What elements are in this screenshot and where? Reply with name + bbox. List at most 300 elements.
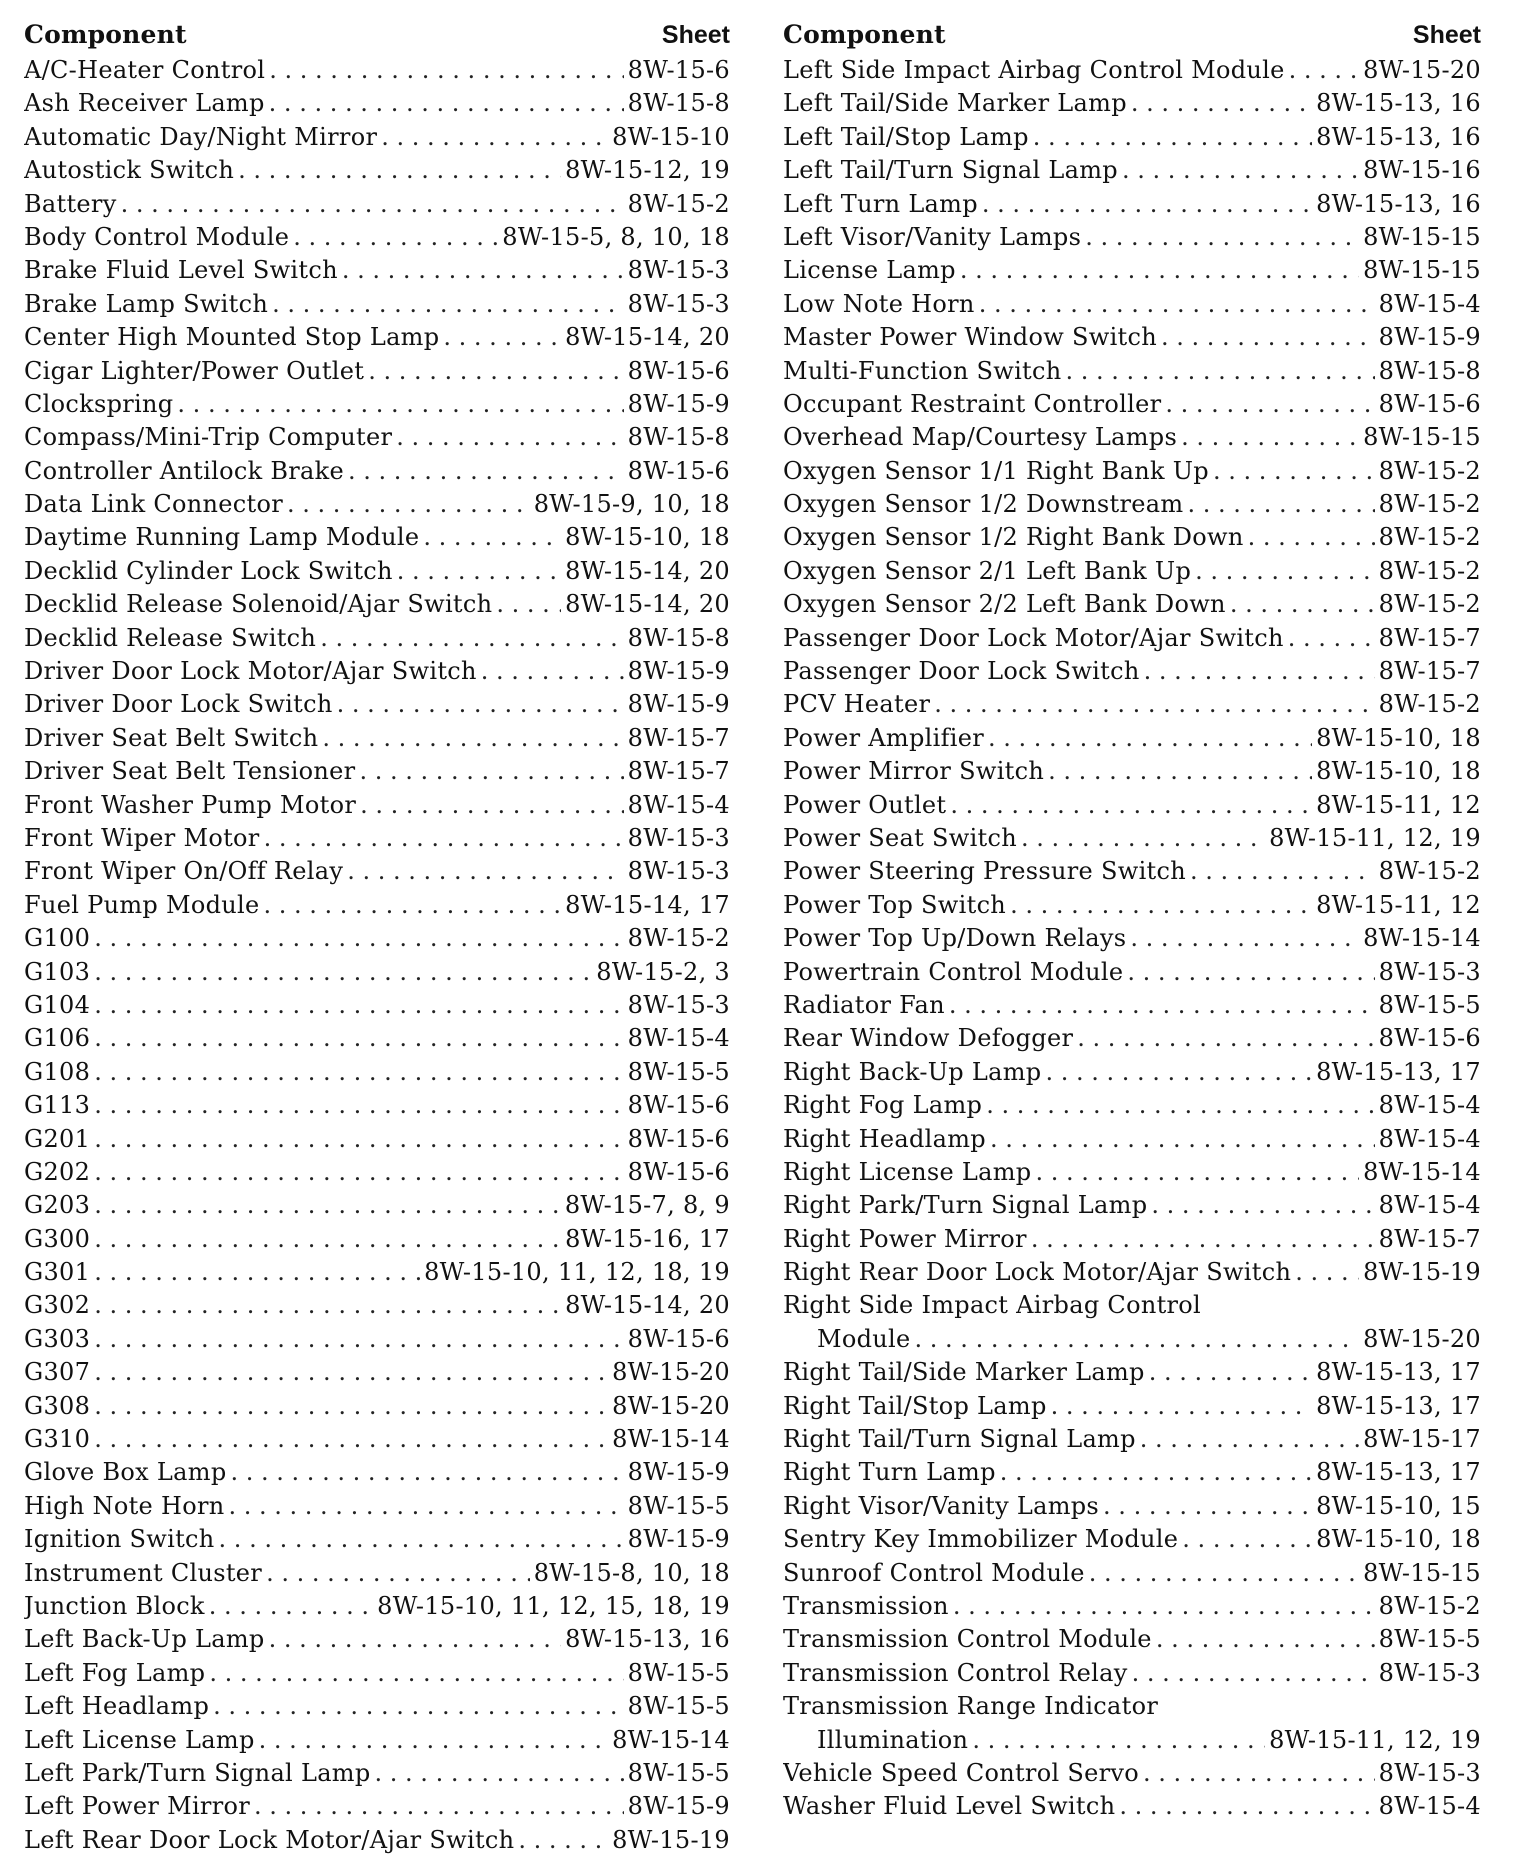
sheet-reference: 8W-15-7 xyxy=(1378,1224,1481,1253)
sheet-reference: 8W-15-13, 17 xyxy=(1316,1391,1481,1420)
component-name: G203 xyxy=(24,1191,91,1220)
component-name: Passenger Door Lock Switch xyxy=(783,657,1140,686)
dot-leader xyxy=(264,889,562,922)
sheet-reference: 8W-15-9 xyxy=(627,1792,730,1821)
component-name: Center High Mounted Stop Lamp xyxy=(24,323,440,352)
component-entry xyxy=(24,922,730,955)
component-entry xyxy=(783,889,1481,922)
component-entry xyxy=(783,1056,1481,1089)
component-list xyxy=(783,54,1481,1824)
sheet-reference: 8W-15-11, 12, 19 xyxy=(1269,1725,1481,1754)
component-heading: Component xyxy=(783,20,946,49)
dot-leader xyxy=(209,1657,623,1690)
component-name: Fuel Pump Module xyxy=(24,890,260,919)
sheet-heading: Sheet xyxy=(1412,21,1481,49)
sheet-reference: 8W-15-15 xyxy=(1363,423,1481,452)
sheet-reference: 8W-15-19 xyxy=(1363,1258,1481,1287)
sheet-reference: 8W-15-2 xyxy=(1378,857,1481,886)
sheet-reference: 8W-15-4 xyxy=(1378,1124,1481,1153)
sheet-reference: 8W-15-20 xyxy=(612,1358,730,1387)
component-name: Powertrain Control Module xyxy=(783,957,1124,986)
component-name: G103 xyxy=(24,957,91,986)
component-name: Oxygen Sensor 2/1 Left Bank Up xyxy=(783,556,1192,585)
dot-leader xyxy=(1127,956,1374,989)
component-name: PCV Heater xyxy=(783,690,931,719)
dot-leader xyxy=(1181,421,1359,454)
dot-leader xyxy=(1195,555,1375,588)
sheet-reference: 8W-15-9 xyxy=(627,389,730,418)
dot-leader xyxy=(1103,1490,1312,1523)
component-entry xyxy=(783,1456,1481,1489)
component-name: Left Park/Turn Signal Lamp xyxy=(24,1758,371,1787)
sheet-reference: 8W-15-6 xyxy=(627,1091,730,1120)
dot-leader xyxy=(121,188,624,221)
sheet-reference: 8W-15-2 xyxy=(1378,490,1481,519)
component-entry xyxy=(24,1657,730,1690)
dot-leader xyxy=(1051,1390,1312,1423)
dot-leader xyxy=(322,722,623,755)
sheet-reference: 8W-15-8 xyxy=(627,89,730,118)
dot-leader xyxy=(988,722,1312,755)
sheet-reference: 8W-15-10, 18 xyxy=(1316,723,1481,752)
sheet-reference: 8W-15-2 xyxy=(1378,456,1481,485)
component-name: Transmission Control Relay xyxy=(783,1658,1128,1687)
dot-leader xyxy=(94,1123,623,1156)
component-name: Decklid Release Solenoid/Ajar Switch xyxy=(24,590,493,619)
component-entry xyxy=(783,1523,1481,1556)
component-entry xyxy=(783,722,1481,755)
component-entry xyxy=(783,956,1481,989)
sheet-reference: 8W-15-7 xyxy=(627,757,730,786)
dot-leader xyxy=(1144,655,1375,688)
component-entry xyxy=(24,1056,730,1089)
component-entry xyxy=(24,388,730,421)
dot-leader xyxy=(1033,121,1312,154)
component-entry xyxy=(24,1156,730,1189)
sheet-reference: 8W-15-14 xyxy=(612,1425,730,1454)
component-entry xyxy=(783,1156,1481,1189)
component-entry xyxy=(24,1289,730,1322)
component-heading: Component xyxy=(24,20,187,49)
sheet-reference: 8W-15-6 xyxy=(627,1124,730,1153)
dot-leader xyxy=(950,789,1312,822)
component-name: Clockspring xyxy=(24,389,174,418)
component-entry xyxy=(783,1223,1481,1256)
component-name: Controller Antilock Brake xyxy=(24,456,345,485)
component-entry xyxy=(24,87,730,120)
component-entry xyxy=(783,288,1481,321)
dot-leader xyxy=(337,688,624,721)
sheet-reference: 8W-15-5 xyxy=(1378,1625,1481,1654)
sheet-reference: 8W-15-16 xyxy=(1363,156,1481,185)
dot-leader xyxy=(1143,1757,1375,1790)
dot-leader xyxy=(287,488,530,521)
sheet-reference: 8W-15-13, 17 xyxy=(1316,1458,1481,1487)
component-name: Power Mirror Switch xyxy=(783,757,1045,786)
sheet-reference: 8W-15-4 xyxy=(627,1024,730,1053)
dot-leader xyxy=(231,1456,624,1489)
component-entry xyxy=(783,1189,1481,1222)
component-entry xyxy=(24,1757,730,1790)
component-name: Left Power Mirror xyxy=(24,1792,250,1821)
component-name: Left Back-Up Lamp xyxy=(24,1625,265,1654)
dot-leader xyxy=(94,956,592,989)
component-entry xyxy=(783,421,1481,454)
component-name: Left Turn Lamp xyxy=(783,189,978,218)
dot-leader xyxy=(1066,355,1375,388)
dot-leader xyxy=(269,54,623,87)
component-name: Module xyxy=(817,1324,911,1353)
component-entry xyxy=(783,221,1481,254)
component-entry xyxy=(783,922,1481,955)
dot-leader xyxy=(1161,321,1375,354)
component-entry xyxy=(24,1790,730,1823)
component-name: Right Headlamp xyxy=(783,1124,986,1153)
sheet-reference: 8W-15-15 xyxy=(1363,256,1481,285)
component-entry xyxy=(783,555,1481,588)
component-entry xyxy=(24,855,730,888)
dot-leader xyxy=(481,655,624,688)
component-name: Left Visor/Vanity Lamps xyxy=(783,222,1082,251)
component-name: Left Headlamp xyxy=(24,1692,210,1721)
component-entry xyxy=(783,655,1481,688)
component-name: Power Seat Switch xyxy=(783,823,1018,852)
component-entry xyxy=(24,254,730,287)
sheet-reference: 8W-15-3 xyxy=(627,289,730,318)
component-entry xyxy=(783,388,1481,421)
component-name: Front Washer Pump Motor xyxy=(24,790,357,819)
sheet-reference: 8W-15-3 xyxy=(627,823,730,852)
component-name: Low Note Horn xyxy=(783,289,975,318)
sheet-reference: 8W-15-13, 16 xyxy=(1316,89,1481,118)
component-entry xyxy=(24,822,730,855)
sheet-reference: 8W-15-8, 10, 18 xyxy=(533,1558,730,1587)
sheet-reference: 8W-15-4 xyxy=(1378,1792,1481,1821)
component-entry xyxy=(24,455,730,488)
sheet-reference: 8W-15-10, 11, 12, 15, 18, 19 xyxy=(377,1591,730,1620)
component-entry xyxy=(24,722,730,755)
dot-leader xyxy=(1151,1189,1374,1222)
component-name: Data Link Connector xyxy=(24,490,284,519)
component-entry xyxy=(783,989,1481,1022)
component-name: Passenger Door Lock Motor/Ajar Switch xyxy=(783,623,1284,652)
dot-leader xyxy=(360,789,624,822)
component-name: Ignition Switch xyxy=(24,1525,215,1554)
component-name: Right Visor/Vanity Lamps xyxy=(783,1491,1100,1520)
component-entry xyxy=(783,488,1481,521)
dot-leader xyxy=(375,1757,624,1790)
sheet-reference: 8W-15-6 xyxy=(1378,1024,1481,1053)
component-entry xyxy=(783,1790,1481,1823)
dot-leader xyxy=(1045,1056,1312,1089)
component-name: G300 xyxy=(24,1224,91,1253)
dot-leader xyxy=(1000,1456,1312,1489)
component-entry xyxy=(24,1690,730,1723)
dot-leader xyxy=(1187,488,1374,521)
component-entry xyxy=(24,956,730,989)
sheet-reference: 8W-15-13, 16 xyxy=(1316,122,1481,151)
component-entry xyxy=(24,355,730,388)
dot-leader xyxy=(1213,455,1375,488)
dot-leader xyxy=(1165,388,1374,421)
sheet-reference: 8W-15-16, 17 xyxy=(565,1224,730,1253)
sheet-reference: 8W-15-10, 18 xyxy=(1316,757,1481,786)
component-entry xyxy=(24,1456,730,1489)
dot-leader xyxy=(1119,1790,1374,1823)
component-entry xyxy=(24,1356,730,1389)
component-entry xyxy=(783,521,1481,554)
sheet-reference: 8W-15-9 xyxy=(627,690,730,719)
component-name: Power Amplifier xyxy=(783,723,985,752)
component-list xyxy=(24,54,730,1857)
sheet-reference: 8W-15-13, 17 xyxy=(1316,1057,1481,1086)
component-entry xyxy=(783,1557,1481,1590)
component-name: Right Tail/Side Marker Lamp xyxy=(783,1358,1145,1387)
column-header xyxy=(24,20,730,54)
dot-leader xyxy=(94,1089,623,1122)
sheet-reference: 8W-15-20 xyxy=(612,1391,730,1420)
dot-leader xyxy=(264,822,624,855)
sheet-reference: 8W-15-9 xyxy=(627,1458,730,1487)
sheet-reference: 8W-15-2 xyxy=(1378,590,1481,619)
dot-leader xyxy=(293,221,498,254)
component-entry xyxy=(24,1123,730,1156)
component-name: Multi-Function Switch xyxy=(783,356,1062,385)
sheet-reference: 8W-15-5 xyxy=(627,1057,730,1086)
dot-leader xyxy=(1295,1256,1359,1289)
dot-leader xyxy=(94,989,623,1022)
component-name: Right Fog Lamp xyxy=(783,1091,983,1120)
sheet-reference: 8W-15-6 xyxy=(627,1157,730,1186)
sheet-reference: 8W-15-19 xyxy=(612,1825,730,1854)
component-name: Left Fog Lamp xyxy=(24,1658,206,1687)
component-entry xyxy=(24,1189,730,1222)
component-name: Left Side Impact Airbag Control Module xyxy=(783,56,1285,84)
dot-leader xyxy=(518,1824,608,1857)
component-column-right xyxy=(783,20,1481,1824)
dot-leader xyxy=(443,321,561,354)
sheet-reference: 8W-15-3 xyxy=(627,857,730,886)
dot-leader xyxy=(213,1690,624,1723)
component-name: Left Tail/Side Marker Lamp xyxy=(783,89,1127,118)
dot-leader xyxy=(342,254,624,287)
component-entry xyxy=(783,1123,1481,1156)
component-name: Junction Block xyxy=(24,1591,205,1620)
sheet-reference: 8W-15-2 xyxy=(1378,690,1481,719)
sheet-reference: 8W-15-5 xyxy=(627,1658,730,1687)
component-entry xyxy=(783,688,1481,721)
component-name: Oxygen Sensor 1/1 Right Bank Up xyxy=(783,456,1209,485)
dot-leader xyxy=(1131,87,1312,120)
component-entry xyxy=(783,1089,1481,1122)
sheet-reference: 8W-15-14, 20 xyxy=(565,323,730,352)
component-name: Illumination xyxy=(817,1725,969,1754)
dot-leader xyxy=(1031,1223,1375,1256)
sheet-reference: 8W-15-14, 20 xyxy=(565,590,730,619)
dot-leader xyxy=(1289,54,1359,87)
dot-leader xyxy=(1182,1523,1312,1556)
sheet-reference: 8W-15-17 xyxy=(1363,1425,1481,1454)
component-entry xyxy=(24,121,730,154)
component-entry xyxy=(24,588,730,621)
sheet-reference: 8W-15-6 xyxy=(627,356,730,385)
component-entry xyxy=(24,655,730,688)
dot-leader xyxy=(254,1790,624,1823)
dot-leader xyxy=(1010,889,1312,922)
component-entry xyxy=(24,1824,730,1857)
dot-leader xyxy=(986,1089,1374,1122)
dot-leader xyxy=(368,355,623,388)
dot-leader xyxy=(94,1223,561,1256)
sheet-reference: 8W-15-14 xyxy=(612,1725,730,1754)
sheet-reference: 8W-15-11, 12 xyxy=(1316,890,1481,919)
component-entry xyxy=(783,1657,1481,1690)
dot-leader xyxy=(269,87,624,120)
component-entry xyxy=(24,288,730,321)
component-name: Glove Box Lamp xyxy=(24,1458,227,1487)
sheet-reference: 8W-15-14 xyxy=(1363,1157,1481,1186)
component-entry xyxy=(783,1757,1481,1790)
dot-leader xyxy=(272,288,624,321)
sheet-reference: 8W-15-7, 8, 9 xyxy=(564,1191,730,1220)
component-entry xyxy=(783,87,1481,120)
dot-leader xyxy=(1089,1557,1359,1590)
dot-leader xyxy=(238,154,561,187)
component-entry xyxy=(24,1490,730,1523)
sheet-reference: 8W-15-14 xyxy=(1363,924,1481,953)
component-name: Right Tail/Stop Lamp xyxy=(783,1391,1047,1420)
component-name: G307 xyxy=(24,1358,91,1387)
sheet-reference: 8W-15-3 xyxy=(1378,957,1481,986)
dot-leader xyxy=(1190,855,1375,888)
dot-leader xyxy=(94,1022,623,1055)
dot-leader xyxy=(1048,755,1312,788)
component-name: G100 xyxy=(24,924,91,953)
component-entry xyxy=(783,1724,1481,1757)
component-name: License Lamp xyxy=(783,256,956,285)
component-name: Power Top Switch xyxy=(783,890,1007,919)
dot-leader xyxy=(1149,1356,1312,1389)
dot-leader xyxy=(915,1323,1360,1356)
component-entry xyxy=(783,54,1481,87)
dot-leader xyxy=(177,388,623,421)
component-name: G308 xyxy=(24,1391,91,1420)
dot-leader xyxy=(94,1390,608,1423)
dot-leader xyxy=(94,1056,623,1089)
sheet-reference: 8W-15-8 xyxy=(627,423,730,452)
component-name: Driver Door Lock Switch xyxy=(24,690,333,719)
sheet-reference: 8W-15-7 xyxy=(1378,657,1481,686)
component-entry xyxy=(783,1289,1481,1322)
component-entry xyxy=(24,1523,730,1556)
dot-leader xyxy=(348,455,624,488)
component-entry xyxy=(24,1089,730,1122)
component-name: Master Power Window Switch xyxy=(783,323,1157,352)
component-name: Decklid Cylinder Lock Switch xyxy=(24,556,393,585)
sheet-reference: 8W-15-9 xyxy=(1378,323,1481,352)
component-entry xyxy=(783,1490,1481,1523)
sheet-reference: 8W-15-2 xyxy=(1378,556,1481,585)
dot-leader xyxy=(1248,521,1375,554)
component-entry xyxy=(783,822,1481,855)
component-entry xyxy=(783,455,1481,488)
column-header xyxy=(783,20,1481,54)
dot-leader xyxy=(94,1423,608,1456)
dot-leader xyxy=(1021,822,1265,855)
component-name: Driver Seat Belt Tensioner xyxy=(24,757,356,786)
sheet-reference: 8W-15-14, 17 xyxy=(565,890,730,919)
component-name: Ash Receiver Lamp xyxy=(24,89,265,118)
sheet-reference: 8W-15-5, 8, 10, 18 xyxy=(502,222,730,251)
dot-leader xyxy=(934,688,1374,721)
component-entry xyxy=(783,622,1481,655)
dot-leader xyxy=(1085,221,1359,254)
component-entry xyxy=(24,1323,730,1356)
component-entry xyxy=(783,254,1481,287)
sheet-reference: 8W-15-4 xyxy=(627,790,730,819)
component-name: Left Rear Door Lock Motor/Ajar Switch xyxy=(24,1825,515,1854)
sheet-reference: 8W-15-15 xyxy=(1363,1558,1481,1587)
dot-leader xyxy=(496,588,561,621)
component-entry xyxy=(24,1256,730,1289)
component-entry xyxy=(24,188,730,221)
sheet-reference: 8W-15-5 xyxy=(627,1491,730,1520)
dot-leader xyxy=(381,121,608,154)
component-entry xyxy=(783,154,1481,187)
dot-leader xyxy=(259,1724,608,1757)
component-entry xyxy=(783,1390,1481,1423)
component-name: Front Wiper Motor xyxy=(24,823,260,852)
sheet-reference: 8W-15-11, 12, 19 xyxy=(1269,823,1481,852)
component-name: Vehicle Speed Control Servo xyxy=(783,1758,1139,1787)
component-name: Right Power Mirror xyxy=(783,1224,1027,1253)
component-name: Transmission Control Module xyxy=(783,1625,1152,1654)
component-entry xyxy=(783,1256,1481,1289)
sheet-reference: 8W-15-3 xyxy=(627,256,730,285)
component-name: G113 xyxy=(24,1091,91,1120)
dot-leader xyxy=(359,755,623,788)
component-name: Left License Lamp xyxy=(24,1725,255,1754)
sheet-reference: 8W-15-10, 11, 12, 18, 19 xyxy=(424,1258,730,1287)
sheet-reference: 8W-15-10, 18 xyxy=(565,523,730,552)
component-name: Daytime Running Lamp Module xyxy=(24,523,420,552)
component-name: Occupant Restraint Controller xyxy=(783,389,1162,418)
component-name: Right Back-Up Lamp xyxy=(783,1057,1042,1086)
dot-leader xyxy=(1130,922,1359,955)
component-name: G106 xyxy=(24,1024,91,1053)
component-entry xyxy=(24,555,730,588)
component-name: G202 xyxy=(24,1157,91,1186)
component-entry xyxy=(783,789,1481,822)
dot-leader xyxy=(423,521,561,554)
sheet-reference: 8W-15-9 xyxy=(627,1525,730,1554)
sheet-reference: 8W-15-10, 18 xyxy=(1316,1525,1481,1554)
dot-leader xyxy=(960,254,1359,287)
sheet-reference: 8W-15-6 xyxy=(1378,389,1481,418)
dot-leader xyxy=(953,1590,1375,1623)
component-name: Oxygen Sensor 1/2 Downstream xyxy=(783,490,1184,519)
dot-leader xyxy=(269,1623,562,1656)
component-entry xyxy=(783,1356,1481,1389)
component-name: High Note Horn xyxy=(24,1491,225,1520)
sheet-reference: 8W-15-14, 20 xyxy=(565,1291,730,1320)
component-name: Front Wiper On/Off Relay xyxy=(24,857,344,886)
component-name: Driver Door Lock Motor/Ajar Switch xyxy=(24,657,477,686)
sheet-reference: 8W-15-5 xyxy=(627,1758,730,1787)
dot-leader xyxy=(229,1490,624,1523)
component-name: Power Outlet xyxy=(783,790,947,819)
component-entry xyxy=(24,154,730,187)
